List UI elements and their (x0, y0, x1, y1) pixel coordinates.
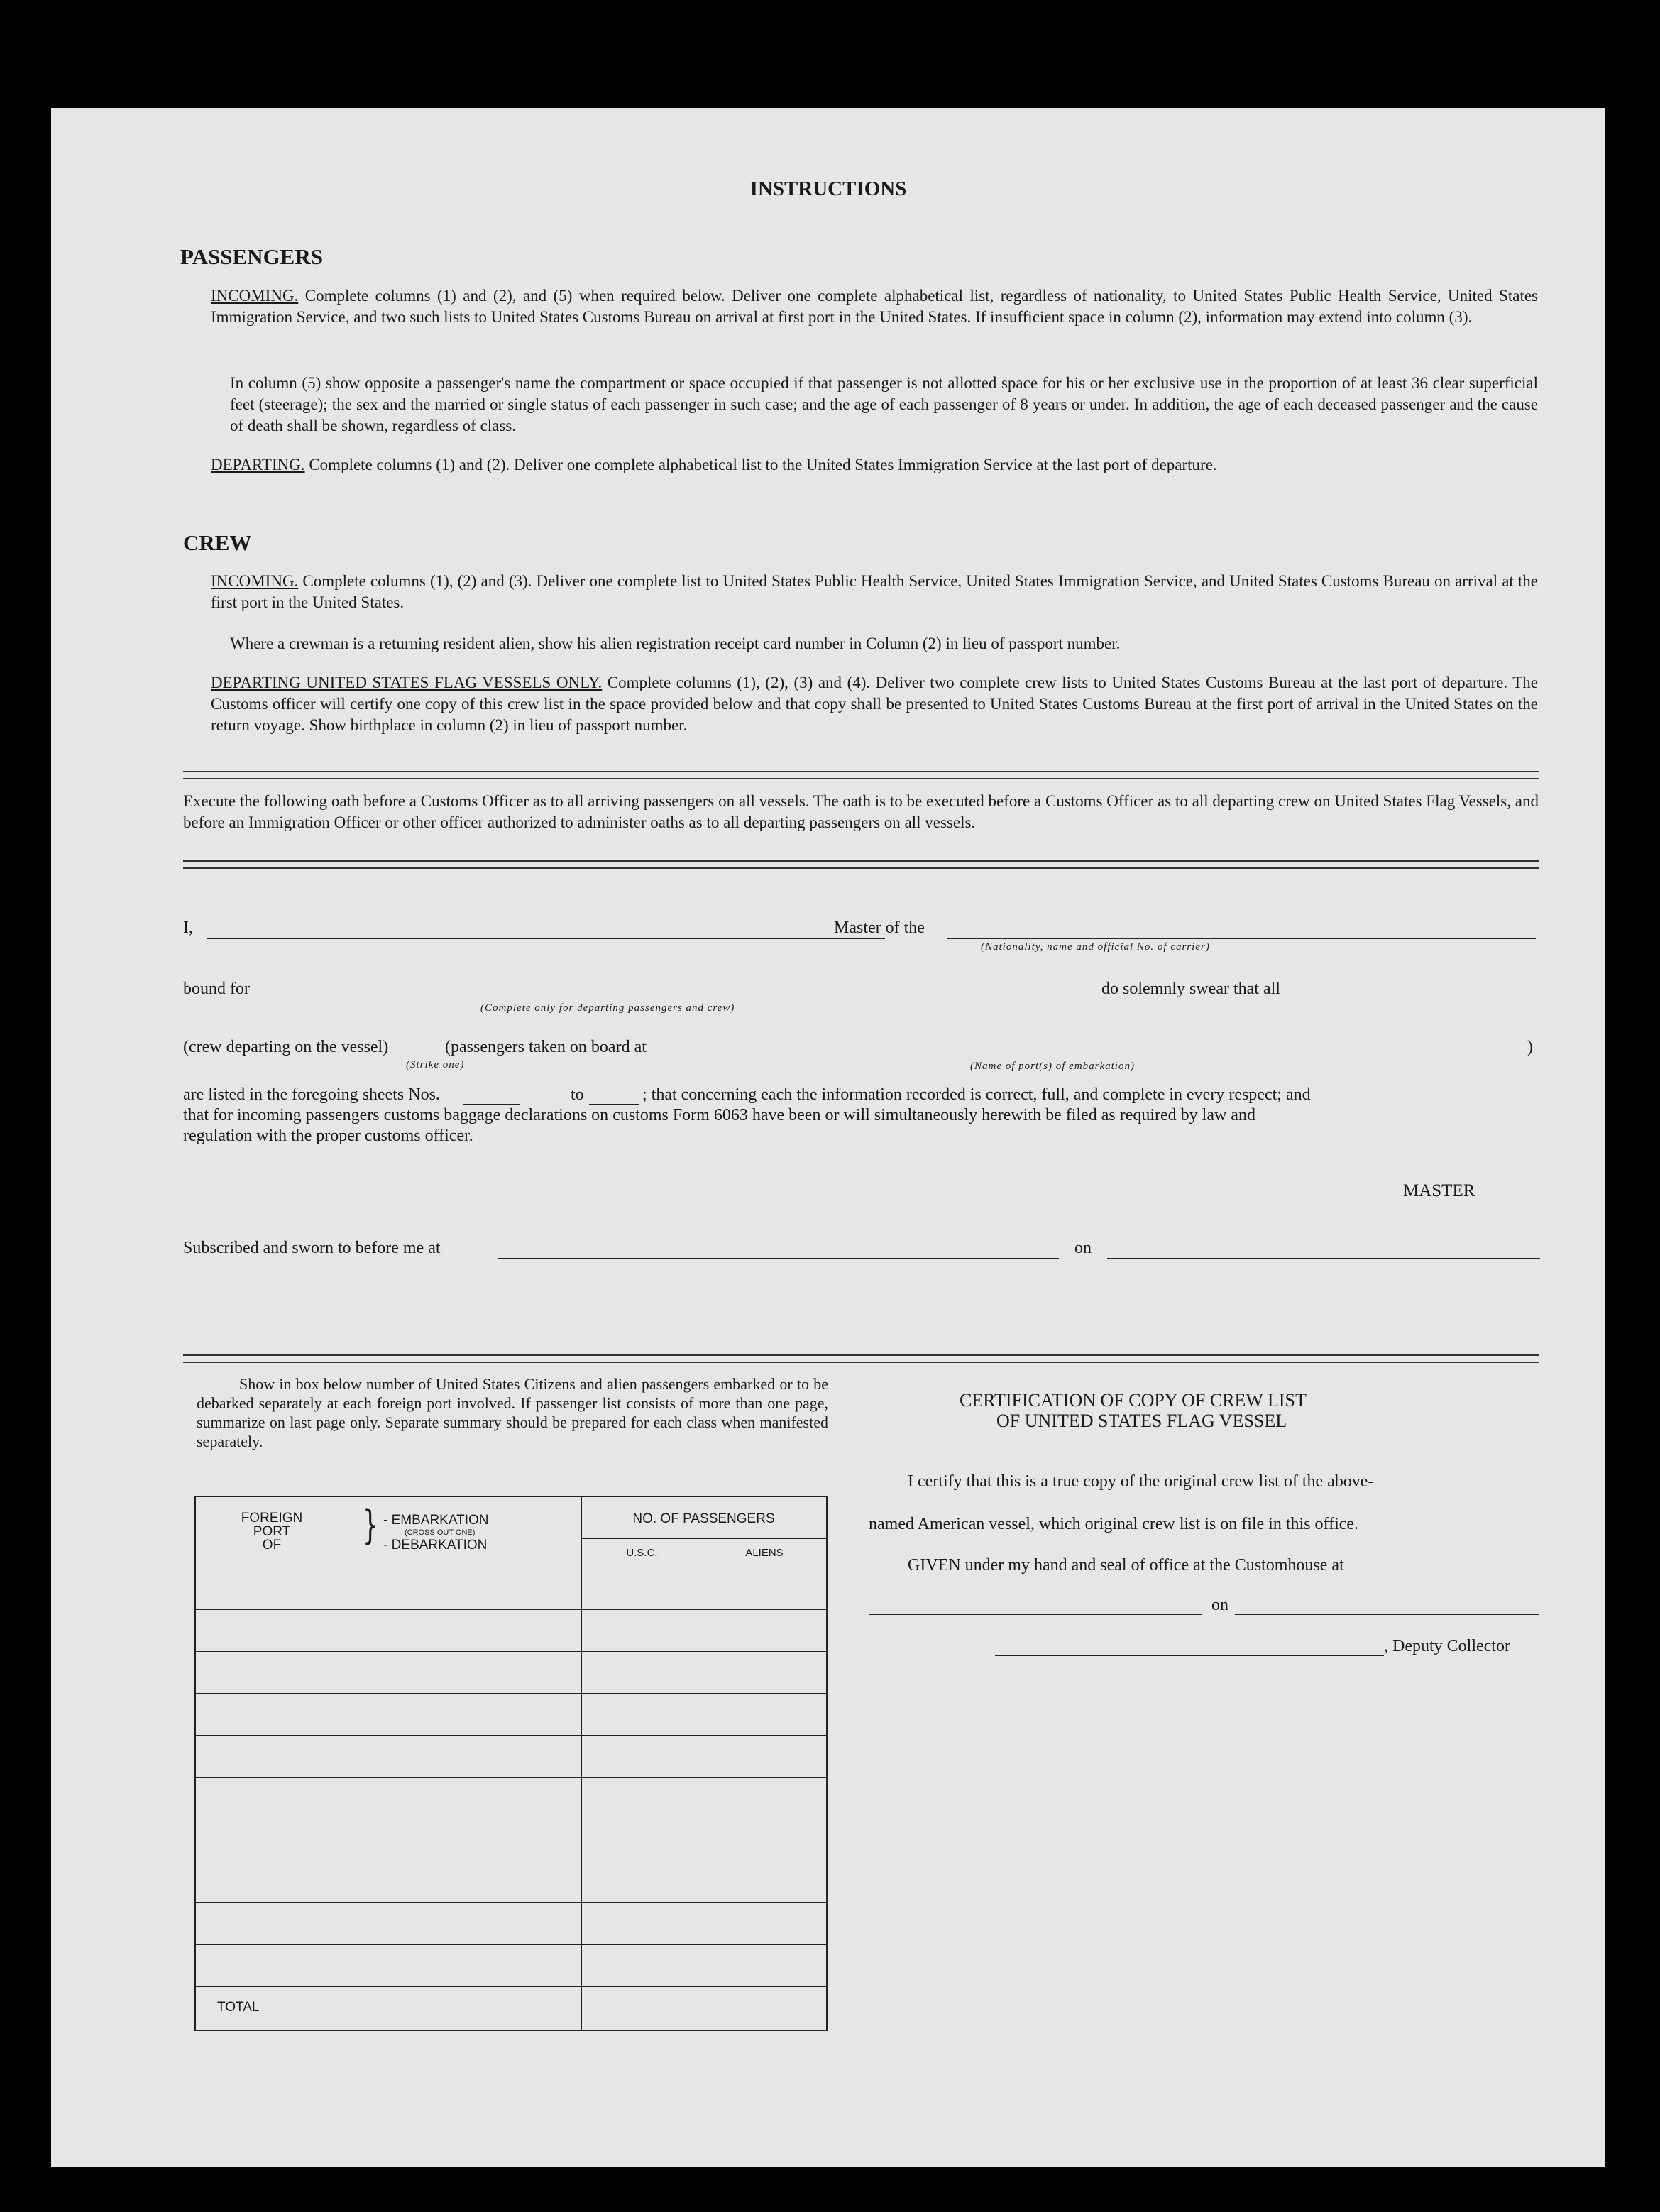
certification-line-1: I certify that this is a true copy of the original crew list of the above- (908, 1472, 1374, 1491)
summary-text: Show in box below number of United States Citizens and alien passengers embarked or to be debarked separately at each foreign port involved. If passenger list consists of more than one page, summarize on last page only. Separate summary should be prepared for each class when manifested separately. (197, 1375, 828, 1450)
foreign-port-header (233, 1511, 311, 1552)
header-word: FOREIGN (241, 1511, 303, 1526)
table-row[interactable] (196, 1986, 826, 1987)
carrier-hint: (Nationality, name and official No. of carrier) (981, 941, 1210, 953)
header-word: PORT (253, 1524, 291, 1539)
aliens-header: ALIENS (745, 1547, 784, 1559)
table-row[interactable] (196, 1735, 826, 1736)
table-row[interactable] (196, 1944, 826, 1945)
to-label: to (571, 1085, 584, 1104)
divider-rule (183, 771, 1539, 779)
carrier-line[interactable] (947, 938, 1536, 939)
sworn-place-line[interactable] (498, 1258, 1059, 1259)
crew-departing-label: DEPARTING UNITED STATES FLAG VESSELS ONLY. (211, 674, 603, 691)
sworn-on-label: on (1074, 1239, 1092, 1257)
oath-intro-text: Execute the following oath before a Customs Officer as to all arriving passengers on all vessels. The oath is to be executed before a Customs Officer as to all departing crew on United States Flag Vessels, and before an Immigration Officer or other officer authorized to administer oaths as to all departing passengers on all vessels. (183, 792, 1539, 831)
certification-on-label: on (1211, 1596, 1228, 1614)
crew-incoming-paragraph (211, 571, 1538, 613)
subscribed-label: Subscribed and sworn to before me at (183, 1239, 441, 1257)
sworn-date-line[interactable] (1107, 1258, 1540, 1259)
passengers-departing-label: DEPARTING. (211, 456, 305, 473)
sheet-from-line[interactable] (463, 1104, 520, 1105)
table-row[interactable] (196, 1777, 826, 1778)
listed-c-text: that for incoming passengers customs baggage declarations on customs Form 6063 have been or will simultaneously herewith be filed as required by law and (183, 1106, 1255, 1124)
port-hint: (Name of port(s) of embarkation) (970, 1061, 1135, 1072)
table-row[interactable] (196, 1693, 826, 1694)
page-title: INSTRUCTIONS (749, 177, 907, 200)
debarkation-label: - DEBARKATION (383, 1538, 488, 1553)
customhouse-line[interactable] (869, 1614, 1202, 1615)
master-of-label: Master of the (834, 919, 925, 937)
certification-title-1: CERTIFICATION OF COPY OF CREW LIST (960, 1390, 1307, 1411)
passengers-heading: PASSENGERS (180, 244, 323, 269)
passenger-summary-table (194, 1496, 828, 2031)
crew-incoming-label: INCOMING. (211, 572, 299, 590)
deputy-collector-label: , Deputy Collector (1384, 1637, 1510, 1655)
certification-line-2: named American vessel, which original crew list is on file in this office. (869, 1515, 1359, 1533)
certification-date-line[interactable] (1235, 1614, 1539, 1615)
certification-line-3: GIVEN under my hand and seal of office at the Customhouse at (908, 1556, 1344, 1575)
oath-i-label: I, (183, 919, 193, 937)
table-row[interactable] (196, 1609, 826, 1610)
no-of-passengers-header: NO. OF PASSENGERS (632, 1511, 775, 1526)
usc-header: U.S.C. (626, 1547, 658, 1559)
deputy-signature-line[interactable] (995, 1655, 1384, 1656)
bound-for-label: bound for (183, 980, 250, 998)
total-label: TOTAL (217, 2000, 260, 2015)
passengers-incoming-paragraph (211, 285, 1538, 328)
crew-alien-paragraph (230, 633, 1538, 655)
oath-intro-paragraph (183, 791, 1539, 833)
passengers-incoming-text: Complete columns (1) and (2), and (5) when required below. Deliver one complete alphabetical list, regardless of nationality, to United States Public Health Service, United States Immigration Service, and two such lists to United States Customs Bureau on arrival at first port in the United States. If insufficient space in column (2), information may extend into column (3). (211, 287, 1539, 326)
table-row[interactable] (196, 1651, 826, 1652)
embarkation-label: - EMBARKATION (383, 1513, 489, 1528)
crew-heading: CREW (183, 530, 252, 555)
swear-label: do solemnly swear that all (1101, 980, 1280, 998)
passengers-taken-option[interactable]: (passengers taken on board at (445, 1038, 647, 1056)
listed-sheets-label: are listed in the foregoing sheets Nos. (183, 1085, 440, 1104)
table-divider (581, 1538, 826, 1539)
table-divider (581, 1497, 582, 2030)
divider-rule (183, 1354, 1539, 1363)
close-paren: ) (1527, 1038, 1533, 1056)
master-name-line[interactable] (207, 938, 885, 939)
summary-instructions (197, 1374, 828, 1451)
table-row[interactable] (196, 1902, 826, 1903)
certification-title-2: OF UNITED STATES FLAG VESSEL (996, 1411, 1287, 1431)
passengers-column5-text: In column (5) show opposite a passenger's name the compartment or space occupied if that passenger is not allotted space for his or her exclusive use in the proportion of at least 36 clear superficial feet (steerage); the sex and the married or single status of each passenger in such case; and the age of each passenger of 8 years or under. In addition, the age of each deceased passenger and the cause of death shall be shown, regardless of class. (230, 374, 1538, 434)
bound-for-hint: (Complete only for departing passengers and crew) (480, 1002, 735, 1014)
passengers-column5-paragraph (230, 373, 1538, 437)
listed-d-text: regulation with the proper customs officer. (183, 1127, 473, 1145)
crew-departing-text: Complete columns (1), (2), (3) and (4). Deliver two complete crew lists to United States Customs Bureau at the last port of departure. The Customs officer will certify one copy of this crew list in the space provided below and that copy shall be presented to United States Customs Bureau at the first port of arrival in the United States on the return voyage. Show birthplace in column (2) in lieu of passport number. (211, 674, 1539, 734)
listed-b-text: ; that concerning each the information recorded is correct, full, and complete in every respect; and (642, 1085, 1311, 1104)
crew-incoming-text: Complete columns (1), (2) and (3). Deliver one complete list to United States Public Health Service, United States Immigration Service, and United States Customs Bureau on arrival at the first port in the United States. (211, 572, 1538, 611)
header-word: OF (262, 1538, 282, 1553)
strike-one-hint: (Strike one) (406, 1059, 465, 1071)
divider-rule (183, 860, 1539, 869)
form-page (51, 108, 1605, 2167)
passengers-incoming-label: INCOMING. (211, 287, 299, 305)
passengers-departing-text: Complete columns (1) and (2). Deliver one complete alphabetical list to the United States Immigration Service at the last port of departure. (309, 456, 1217, 473)
passengers-departing-paragraph (211, 454, 1538, 476)
master-label: MASTER (1403, 1181, 1475, 1200)
brace-icon: } (363, 1502, 378, 1548)
crew-departing-paragraph (211, 672, 1538, 736)
sheet-to-line[interactable] (589, 1104, 639, 1105)
cross-out-label: (CROSS OUT ONE) (405, 1528, 476, 1537)
crew-departing-option[interactable]: (crew departing on the vessel) (183, 1038, 389, 1056)
crew-alien-text: Where a crewman is a returning resident alien, show his alien registration receipt card number in Column (2) in lieu of passport number. (230, 635, 1121, 652)
